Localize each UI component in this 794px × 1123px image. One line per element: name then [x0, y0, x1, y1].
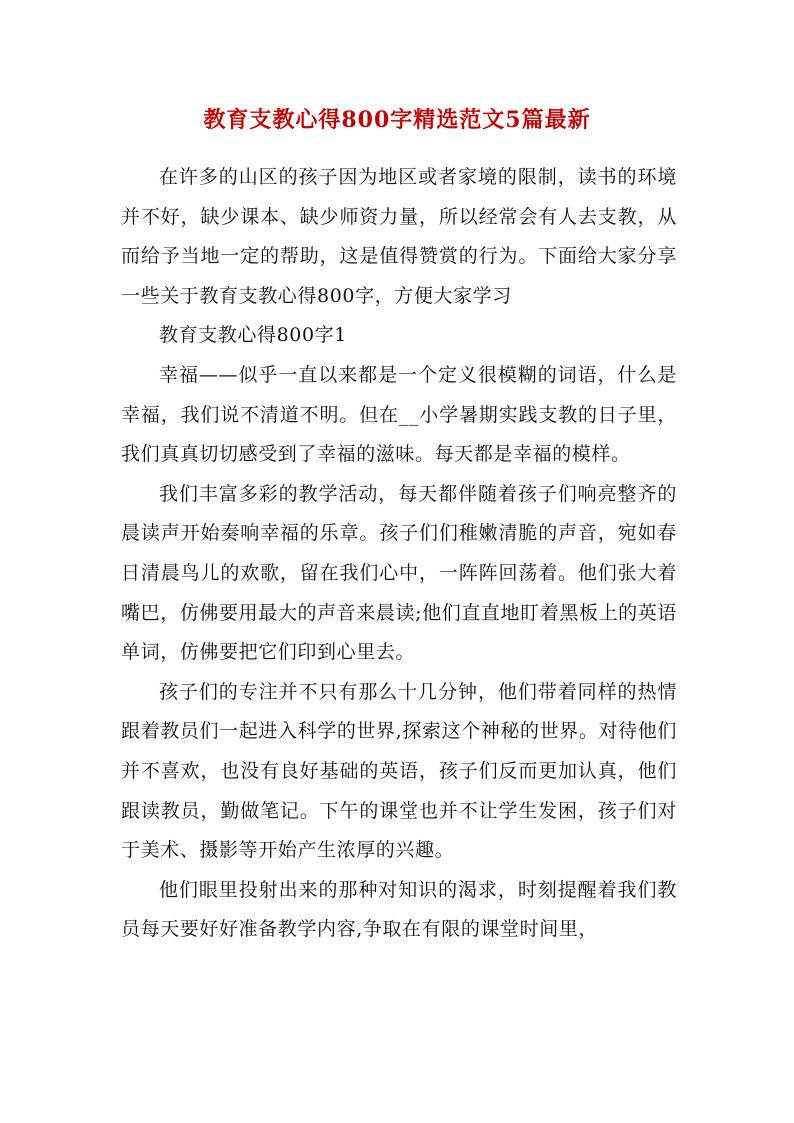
document-title: 教育支教心得800字精选范文5篇最新 — [203, 107, 591, 133]
document-body — [121, 158, 677, 950]
body-paragraph: 孩子们的专注并不只有那么十几分钟，他们带着同样的热情跟着教员们一起进入科学的世界,探索这个神秘的世界。对待他们并不喜欢，也没有良好基础的英语，孩子们反而更加认真，他们跟读教员，勤做笔记。下午的课堂也并不让学生发困，孩子们对于美术、摄影等开始产生浓厚的兴趣。 — [121, 680, 677, 862]
body-paragraph: 我们丰富多彩的教学活动，每天都伴随着孩子们响亮整齐的晨读声开始奏响幸福的乐章。孩子们们稚嫩清脆的声音，宛如春日清晨鸟儿的欢歌，留在我们心中，一阵阵回荡着。他们张大着嘴巴，仿佛要用最大的声音来晨读;他们直直地盯着黑板上的英语单词，仿佛要把它们印到心里去。 — [121, 482, 677, 664]
intro-paragraph: 在许多的山区的孩子因为地区或者家境的限制，读书的环境并不好，缺少课本、缺少师资力量，所以经常会有人去支教，从而给予当地一定的帮助，这是值得赞赏的行为。下面给大家分享一些关于教育支教心得800字，方便大家学习 — [121, 166, 677, 307]
body-paragraph: 幸福——似乎一直以来都是一个定义很模糊的词语，什么是幸福，我们说不清道不明。但在__小学暑期实践支教的日子里，我们真真切切感受到了幸福的滋味。每天都是幸福的模样。 — [121, 363, 677, 466]
section-heading: 教育支教心得800字1 — [159, 324, 347, 347]
body-paragraph: 他们眼里投射出来的那种对知识的渴求，时刻提醒着我们教员每天要好好准备教学内容,争取在有限的课堂时间里， — [121, 878, 677, 941]
